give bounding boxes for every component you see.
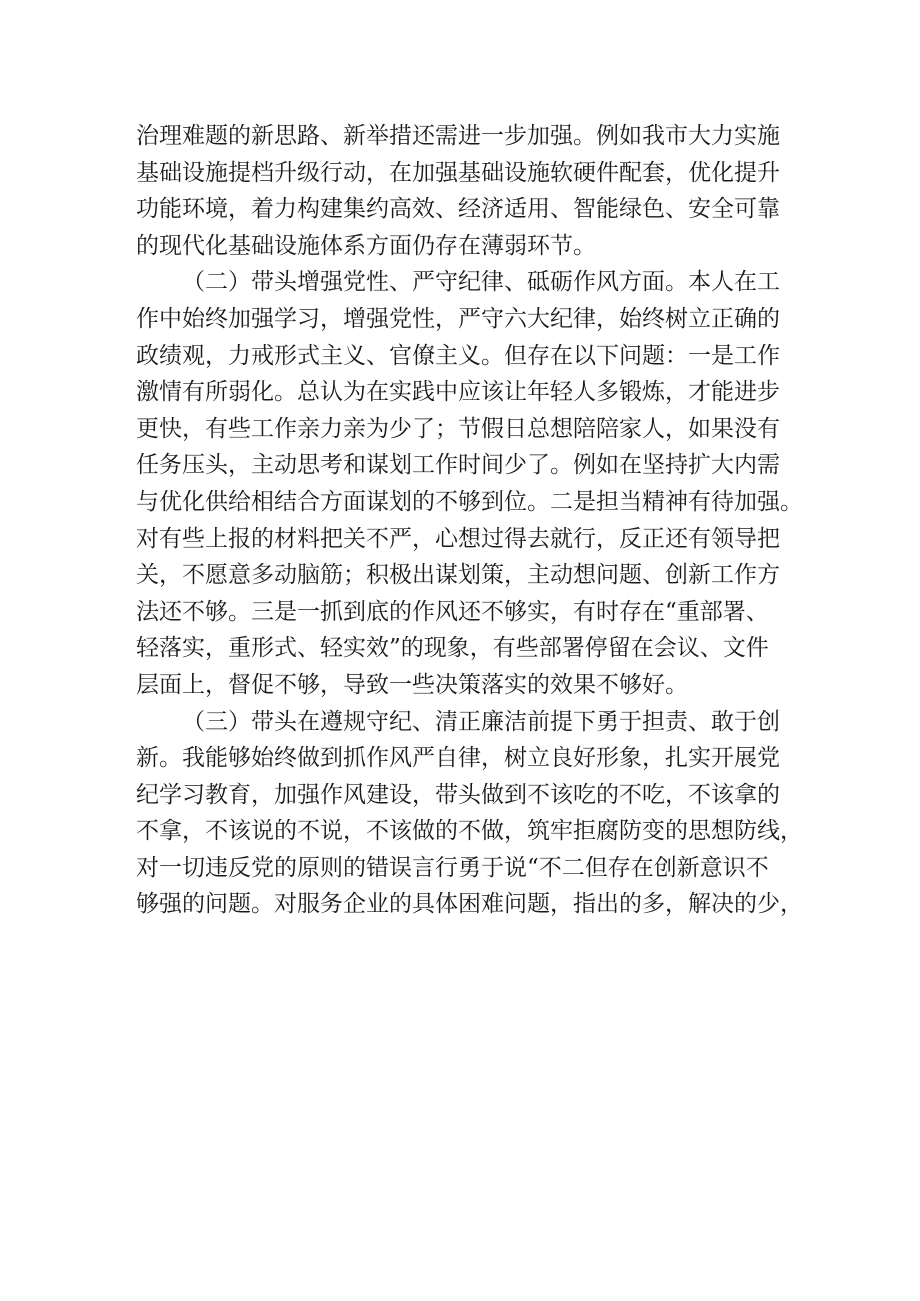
paragraph-heading-line: （三）带头在遵规守纪、清正廉洁前提下勇于担责、敢于创 [182,708,780,735]
text-line: 作中始终加强学习，增强党性，严守六大纪律，始终树立正确的 [136,305,780,332]
text-line: 激情有所弱化。总认为在实践中应该让年轻人多锻炼，才能进步 [136,379,780,406]
text-line: 关，不愿意多动脑筋；积极出谋划策，主动想问题、创新工作方 [136,562,780,589]
text-line: 政绩观，力戒形式主义、官僚主义。但存在以下问题：一是工作 [136,342,780,369]
text-line: 纪学习教育，加强作风建设，带头做到不该吃的不吃，不该拿的 [136,781,780,808]
text-line: 对一切违反党的原则的错误言行勇于说“不二但存在创新意识不 [136,854,769,881]
text-line: 与优化供给相结合方面谋划的不够到位。二是担当精神有待加强。 [136,488,803,515]
text-line: 新。我能够始终做到抓作风严自律，树立良好形象，扎实开展党 [136,745,780,772]
text-line: 法还不够。三是一抓到底的作风还不够实，有时存在“重部署、 [136,598,769,625]
text-line: 的现代化基础设施体系方面仍存在薄弱环节。 [136,232,596,259]
text-line: 更快，有些工作亲力亲为少了；节假日总想陪陪家人，如果没有 [136,415,780,442]
document-body-text [136,118,811,923]
text-line: 功能环境，着力构建集约高效、经济适用、智能绿色、安全可靠 [136,196,780,223]
text-line: 基础设施提档升级行动，在加强基础设施软硬件配套，优化提升 [136,159,780,186]
paragraph-heading-line: （二）带头增强党性、严守纪律、砥砺作风方面。本人在工 [182,269,780,296]
text-line: 够强的问题。对服务企业的具体困难问题，指出的多，解决的少， [136,891,803,918]
text-line: 任务压头，主动思考和谋划工作时间少了。例如在坚持扩大内需 [136,452,780,479]
text-line: 轻落实，重形式、轻实效”的现象，有些部署停留在会议、文件 [136,635,769,662]
text-line: 对有些上报的材料把关不严，心想过得去就行，反正还有领导把 [136,525,780,552]
text-line: 层面上，督促不够，导致一些决策落实的效果不够好。 [136,671,688,698]
text-line: 治理难题的新思路、新举措还需进一步加强。例如我市大力实施 [136,123,780,149]
text-line: 不拿，不该说的不说，不该做的不做，筑牢拒腐防变的思想防线， [136,818,803,845]
